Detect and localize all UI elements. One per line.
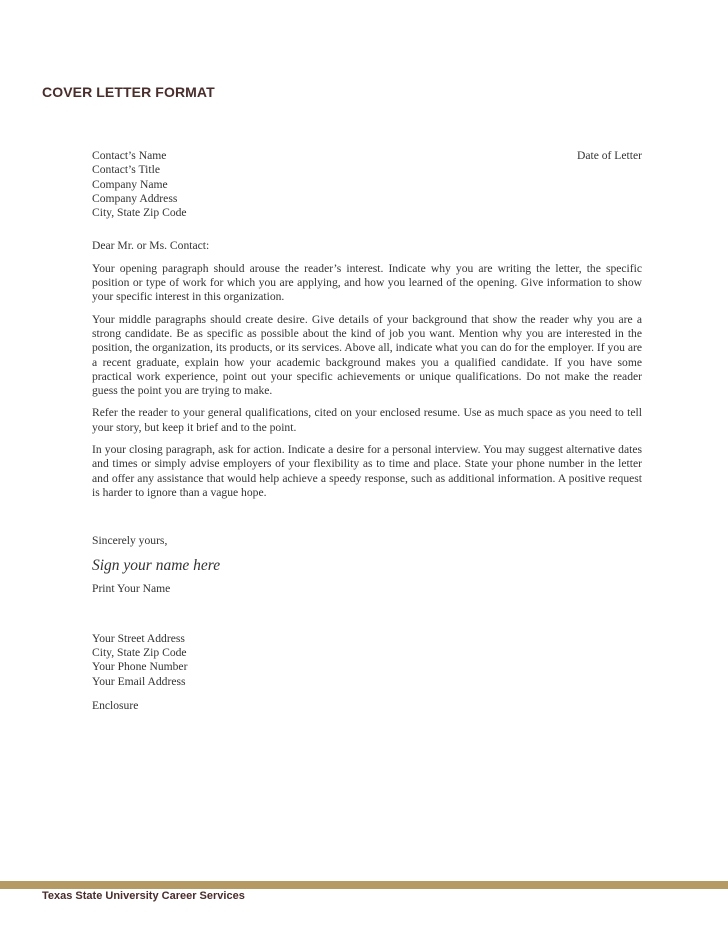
sender-city-state-zip: City, State Zip Code (92, 646, 187, 660)
opening-paragraph: Your opening paragraph should arouse the reader’s interest. Indicate why you are writing the letter, the specific position or type of work for which you are applying, and how you learned of the opening. Give information to show your specific interest in this organization. (92, 261, 642, 304)
sender-phone: Your Phone Number (92, 660, 188, 674)
sender-address (92, 632, 642, 689)
footer-text: Texas State University Career Services (42, 890, 245, 902)
salutation: Dear Mr. or Ms. Contact: (92, 239, 210, 253)
recipient-title: Contact’s Title (92, 163, 160, 177)
recipient-company-address: Company Address (92, 191, 178, 205)
qualifications-paragraph: Refer the reader to your general qualifications, cited on your enclosed resume. Use as much space as you need to tell your story, but keep it brief and to the point. (92, 406, 642, 434)
enclosure-note: Enclosure (92, 699, 139, 713)
printed-name: Print Your Name (92, 581, 171, 595)
recipient-name: Contact’s Name (92, 149, 167, 162)
middle-paragraph: Your middle paragraphs should create desire. Give details of your background that show the reader why you are a strong candidate. Be as specific as possible about the kind of job you want. Mention why you are interested in the position, the organization, its products, or its services. Above all, indicate what you can do for the employer. If you are a recent graduate, explain how your academic background makes you a qualified candidate. If you have some practical work experience, point out your specific achievements or unique qualifications. Do not make the reader guess the point you are trying to make. (92, 312, 642, 398)
recipient-city-state-zip: City, State Zip Code (92, 206, 187, 220)
page-title: COVER LETTER FORMAT (42, 84, 215, 100)
letter-body (92, 149, 642, 713)
footer-divider (0, 881, 728, 889)
sender-street: Your Street Address (92, 631, 185, 645)
signature-placeholder: Sign your name here (92, 556, 221, 574)
sender-email: Your Email Address (92, 674, 186, 688)
recipient-company: Company Name (92, 177, 168, 191)
complimentary-close: Sincerely yours, (92, 534, 168, 548)
recipient-address (92, 149, 642, 220)
closing-paragraph: In your closing paragraph, ask for action. Indicate a desire for a personal interview. You may suggest alternative dates and times or simply advise employers of your flexibility as to time and place. State your phone number in the letter and offer any assistance that would help achieve a speedy response, such as additional information. A positive request is harder to ignore than a vague hope. (92, 443, 642, 499)
letter-date: Date of Letter (576, 149, 642, 162)
